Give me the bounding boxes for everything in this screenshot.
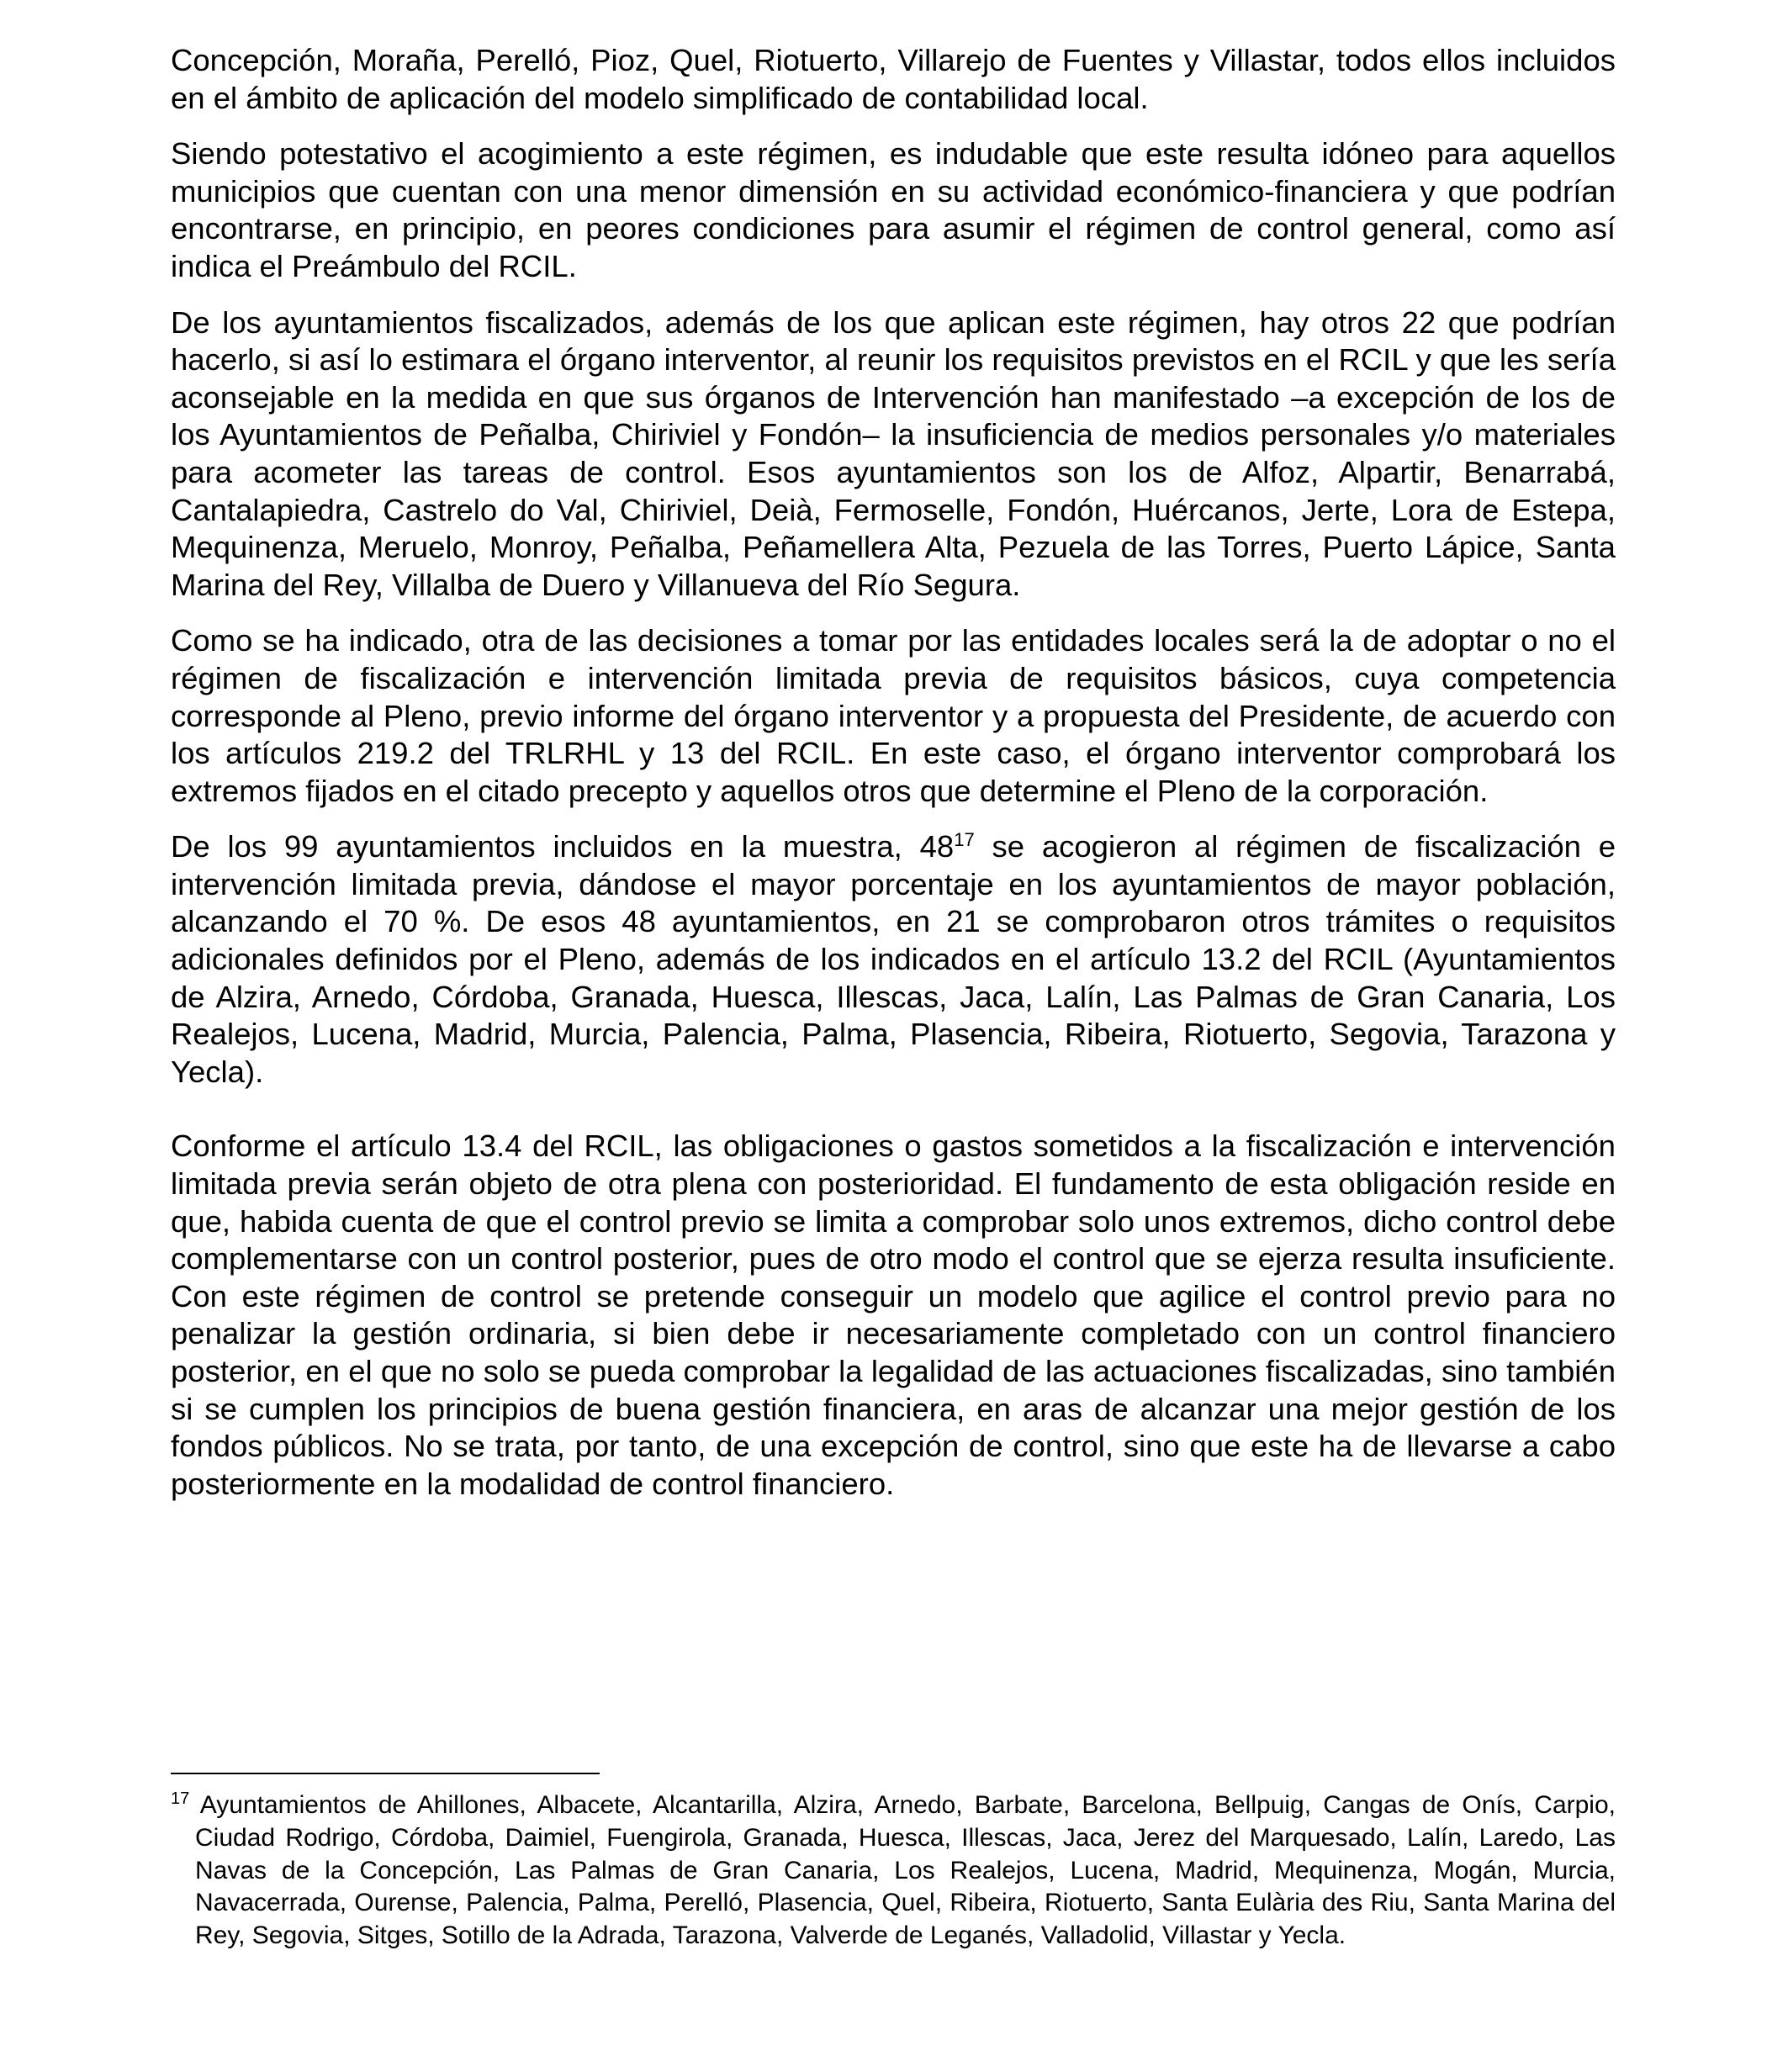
- paragraph-muestra-text-start: De los 99 ayuntamientos incluidos en la muestra, 48: [171, 829, 955, 864]
- footnote-text: Ayuntamientos de Ahillones, Albacete, Alcantarilla, Alzira, Arnedo, Barbate, Barcelona, Bellpuig, Cangas de Onís, Carpio, Ciudad Rodrigo, Córdoba, Daimiel, Fuengirola, Granada, Huesca, Illescas, Jaca, Jerez del Marquesado, Lalín, Laredo, Las Navas de la Concepción, Las Palmas de Gran Canaria, Los Realejos, Lucena, Madrid, Mequinenza, Mogán, Murcia, Navacerrada, Ourense, Palencia, Palma, Perelló, Plasencia, Quel, Ribeira, Riotuerto, Santa Eulària des Riu, Santa Marina del Rey, Segovia, Sitges, Sotillo de la Adrada, Tarazona, Valverde de Leganés, Valladolid, Villastar y Yecla.: [189, 1791, 1616, 1950]
- paragraph-municipios-contabilidad: Concepción, Moraña, Perelló, Pioz, Quel, Riotuerto, Villarejo de Fuentes y Villastar, todos ellos incluidos en el ámbito de aplicación del modelo simplificado de contabilidad local.: [171, 43, 1616, 115]
- paragraph-fiscalizacion-limitada: Como se ha indicado, otra de las decisiones a tomar por las entidades locales será la de adoptar o no el régimen de fiscalización e intervención limitada previa de requisitos básicos, cuya competencia corresponde al Pleno, previo informe del órgano interventor y a propuesta del Presidente, de acuerdo con los artículos 219.2 del TRLRHL y 13 del RCIL. En este caso, el órgano interventor comprobará los extremos fijados en el citado precepto y aquellos otros que determine el Pleno de la corporación.: [171, 623, 1616, 808]
- footnote-separator: [171, 1773, 600, 1774]
- footnote-17: [171, 1789, 1616, 1953]
- paragraph-muestra-text-end: se acogieron al régimen de fiscalización e intervención limitada previa, dándose el mayor porcentaje en los ayuntamientos de mayor población, alcanzando el 70 %. De esos 48 ayuntamientos, en 21 se comprobaron otros trámites o requisitos adicionales definidos por el Pleno, además de los indicados en el artículo 13.2 del RCIL (Ayuntamientos de Alzira, Arnedo, Córdoba, Granada, Huesca, Illescas, Jaca, Lalín, Las Palmas de Gran Canaria, Los Realejos, Lucena, Madrid, Murcia, Palencia, Palma, Plasencia, Ribeira, Riotuerto, Segovia, Tarazona y Yecla).: [171, 829, 1616, 1089]
- paragraph-regimen-potestativo: Siendo potestativo el acogimiento a este régimen, es indudable que este resulta idóneo para aquellos municipios que cuentan con una menor dimensión en su actividad económico-financiera y que podrían encontrarse, en principio, en peores condiciones para asumir el régimen de control general, como así indica el Preámbulo del RCIL.: [171, 136, 1616, 283]
- paragraph-muestra-ayuntamientos: [171, 828, 1616, 1091]
- paragraph-articulo-13-4: Conforme el artículo 13.4 del RCIL, las obligaciones o gastos sometidos a la fiscalización e intervención limitada previa serán objeto de otra plena con posterioridad. El fundamento de esta obligación reside en que, habida cuenta de que el control previo se limita a comprobar solo unos extremos, dicho control debe complementarse con un control posterior, pues de otro modo el control que se ejerza resulta insuficiente. Con este régimen de control se pretende conseguir un modelo que agilice el control previo para no penalizar la gestión ordinaria, si bien debe ir necesariamente completado con un control financiero posterior, en el que no solo se pueda comprobar la legalidad de las actuaciones fiscalizadas, sino también si se cumplen los principios de buena gestión financiera, en aras de alcanzar una mejor gestión de los fondos públicos. No se trata, por tanto, de una excepción de control, sino que este ha de llevarse a cabo posteriormente en la modalidad de control financiero.: [171, 1128, 1616, 1501]
- footnote-number: 17: [171, 1789, 190, 1808]
- paragraph-ayuntamientos-fiscalizados: De los ayuntamientos fiscalizados, además de los que aplican este régimen, hay otros 22 que podrían hacerlo, si así lo estimara el órgano interventor, al reunir los requisitos previstos en el RCIL y que les sería aconsejable en la medida en que sus órganos de Intervención han manifestado –a excepción de los de los Ayuntamientos de Peñalba, Chiriviel y Fondón– la insuficiencia de medios personales y/o materiales para acometer las tareas de control. Esos ayuntamientos son los de Alfoz, Alpartir, Benarrabá, Cantalapiedra, Castrelo do Val, Chiriviel, Deià, Fermoselle, Fondón, Huércanos, Jerte, Lora de Estepa, Mequinenza, Meruelo, Monroy, Peñalba, Peñamellera Alta, Pezuela de las Torres, Puerto Lápice, Santa Marina del Rey, Villalba de Duero y Villanueva del Río Segura.: [171, 304, 1616, 602]
- footnote-reference[interactable]: 17: [954, 829, 975, 851]
- document-body: [171, 42, 1616, 1521]
